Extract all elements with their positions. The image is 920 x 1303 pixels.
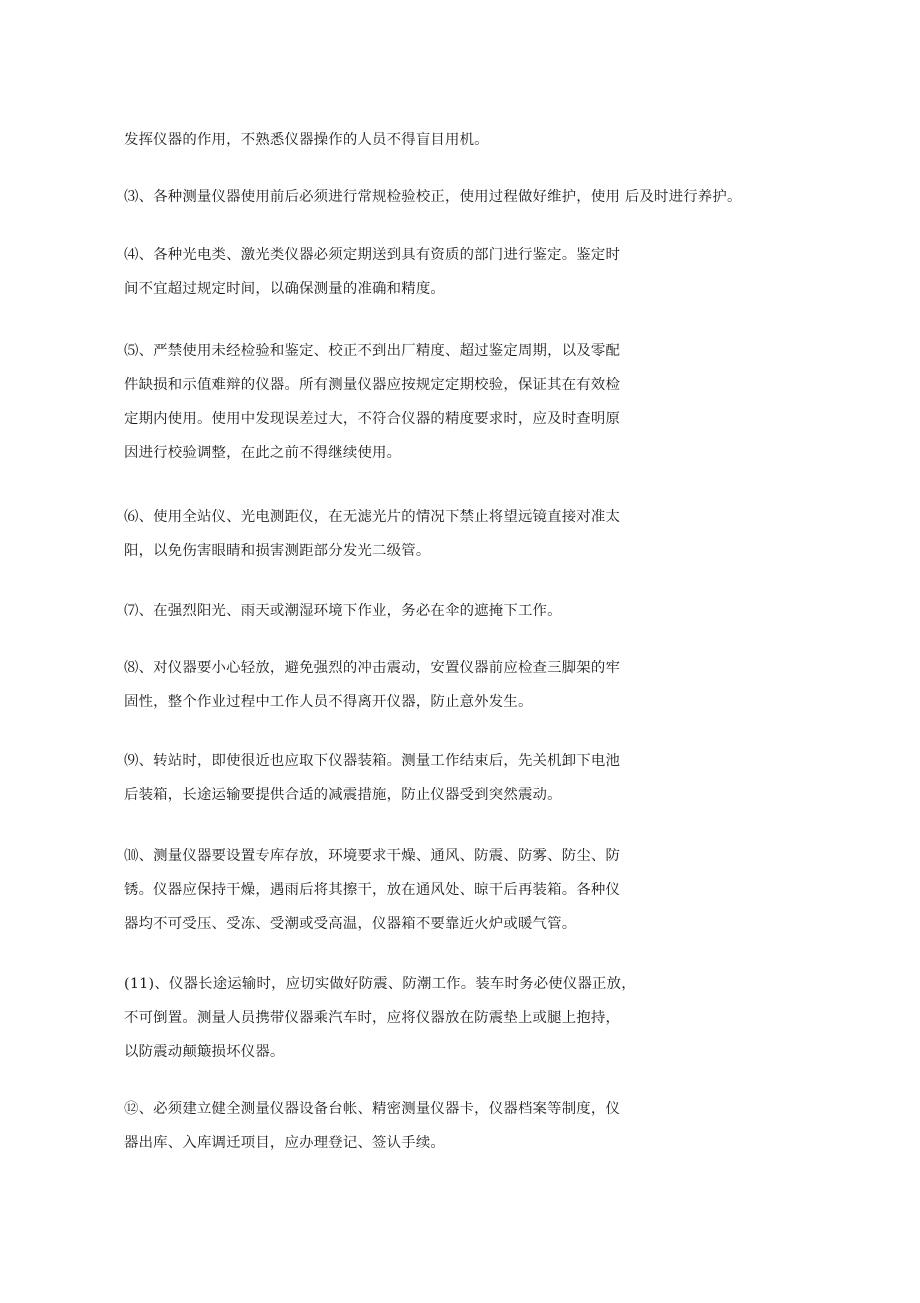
text-line: 阳，以免伤害眼睛和损害测距部分发光二级管。 bbox=[124, 543, 431, 559]
paragraph-item-9 bbox=[124, 744, 784, 812]
text-line: 件缺损和示值难辩的仪器。所有测量仪器应按规定定期校验，保证其在有效检 bbox=[124, 377, 621, 393]
text-line: 后装箱，长途运输要提供合适的减震措施，防止仪器受到突然震动。 bbox=[124, 787, 562, 803]
paragraph-item-7 bbox=[124, 594, 784, 628]
paragraph-usage-note bbox=[124, 123, 784, 157]
text-line: 锈。仪器应保持干燥，遇雨后将其擦干，放在通风处、晾干后再装箱。各种仪 bbox=[124, 882, 621, 898]
text-line: ⑷、各种光电类、激光类仪器必须定期送到具有资质的部门进行鉴定。鉴定时 bbox=[124, 247, 621, 263]
text-line: ⑽、测量仪器要设置专库存放，环境要求干燥、通风、防震、防雾、防尘、防 bbox=[124, 848, 621, 864]
text-line: ⑻、对仪器要小心轻放，避免强烈的冲击震动，安置仪器前应检查三脚架的牢 bbox=[124, 660, 621, 676]
text-line: ⑼、转站时，即使很近也应取下仪器装箱。测量工作结束后，先关机卸下电池 bbox=[124, 753, 621, 769]
text-line: 器均不可受压、受冻、受潮或受高温，仪器箱不要靠近火炉或暖气管。 bbox=[124, 916, 577, 932]
paragraph-item-5 bbox=[124, 334, 784, 470]
text-line: 固性，整个作业过程中工作人员不得离开仪器，防止意外发生。 bbox=[124, 694, 533, 710]
text-line: ⑹、使用全站仪、光电测距仪，在无滤光片的情况下禁止将望远镜直接对准太 bbox=[124, 509, 621, 525]
text-line: 器出库、入库调迁项目，应办理登记、签认手续。 bbox=[124, 1135, 445, 1151]
text-line: 不可倒置。测量人员携带仪器乘汽车时，应将仪器放在防震垫上或腿上抱持， bbox=[124, 1010, 621, 1026]
paragraph-item-11 bbox=[124, 967, 784, 1069]
text-line: ⑺、在强烈阳光、雨天或潮湿环境下作业，务必在伞的遮掩下工作。 bbox=[124, 603, 562, 619]
text-line: 发挥仪器的作用，不熟悉仪器操作的人员不得盲目用机。 bbox=[124, 132, 489, 148]
paragraph-item-4 bbox=[124, 238, 784, 306]
text-line: (11)、仪器长途运输时，应切实做好防震、防潮工作。装车时务必使仪器正放， bbox=[124, 976, 636, 992]
text-line: 定期内使用。使用中发现误差过大，不符合仪器的精度要求时，应及时查明原 bbox=[124, 411, 621, 427]
text-line: ⑫、必须建立健全测量仪器设备台帐、精密测量仪器卡，仪器档案等制度，仪 bbox=[124, 1101, 621, 1117]
paragraph-item-10 bbox=[124, 839, 784, 941]
paragraph-item-8 bbox=[124, 651, 784, 719]
text-line: 间不宜超过规定时间，以确保测量的准确和精度。 bbox=[124, 281, 445, 297]
paragraph-item-12 bbox=[124, 1092, 784, 1160]
text-line: 以防震动颠簸损坏仪器。 bbox=[124, 1044, 285, 1060]
text-line: ⑸、严禁使用未经检验和鉴定、校正不到出厂精度、超过鉴定周期，以及零配 bbox=[124, 343, 621, 359]
paragraph-item-6 bbox=[124, 500, 784, 568]
text-line: 因进行校验调整，在此之前不得继续使用。 bbox=[124, 445, 402, 461]
paragraph-item-3 bbox=[124, 180, 784, 214]
text-line: ⑶、各种测量仪器使用前后必须进行常规检验校正，使用过程做好维护，使用 后及时进行养护。 bbox=[124, 189, 742, 205]
